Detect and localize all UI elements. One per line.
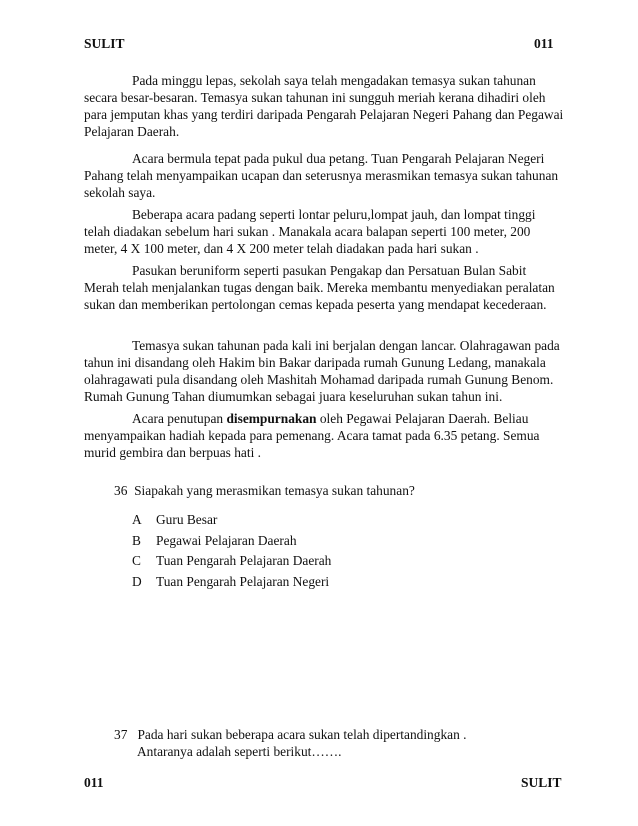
question-36-number: 36 — [114, 483, 128, 498]
paragraph-2 — [84, 150, 564, 201]
option-text: Guru Besar — [156, 512, 218, 527]
paragraph-4 — [84, 262, 564, 313]
option-letter: B — [132, 533, 141, 548]
question-37-number: 37 — [114, 727, 128, 742]
option-d — [132, 574, 329, 590]
paragraph-3-text: Beberapa acara padang seperti lontar peluru,lompat jauh, dan lompat tinggi telah diadakan sebelum hari sukan . Manakala acara balapan seperti 100 meter, 200 meter, 4 X 100 meter, dan 4 X 200 meter telah diadakan pada hari sukan . — [84, 207, 536, 256]
option-letter: A — [132, 512, 142, 527]
option-a — [132, 512, 217, 528]
option-text: Tuan Pengarah Pelajaran Daerah — [156, 553, 332, 568]
header-left: SULIT — [84, 36, 125, 51]
paragraph-6-text-a: Acara penutupan — [132, 411, 227, 426]
paragraph-1 — [84, 72, 564, 140]
paragraph-6-text-b: oleh Pegawai Pelajaran Daerah. Beliau menyampaikan hadiah kepada para pemenang. Acara tamat pada 6.35 petang. Semua murid gembira dan berpuas hati . — [84, 411, 540, 460]
paragraph-5 — [84, 337, 564, 405]
question-37 — [114, 726, 466, 743]
paragraph-1-text: Pada minggu lepas, sekolah saya telah mengadakan temasya sukan tahunan secara besar-besaran. Temasya sukan tahunan ini sungguh meriah kerana dihadiri oleh para jemputan khas yang terdiri daripada Pengarah Pelajaran Negeri Pahang dan Pegawai Pelajaran Daerah. — [84, 73, 564, 139]
option-c — [132, 553, 331, 569]
paragraph-4-text: Pasukan beruniform seperti pasukan Pengakap dan Persatuan Bulan Sabit Merah telah menjalankan tugas dengan baik. Mereka membantu menyediakan peralatan sukan dan memberikan pertolongan cemas kepada peserta yang mendapat kecederaan. — [84, 263, 555, 312]
question-36-text: Siapakah yang merasmikan temasya sukan tahunan? — [134, 483, 415, 498]
paragraph-6 — [84, 410, 564, 461]
question-37-line-2: Antaranya adalah seperti berikut……. — [137, 744, 342, 759]
paragraph-2-text: Acara bermula tepat pada pukul dua petang. Tuan Pengarah Pelajaran Negeri Pahang telah menyampaikan ucapan dan seterusnya merasmikan temasya sukan tahunan sekolah saya. — [84, 151, 559, 200]
header-right: 011 — [534, 36, 554, 51]
option-b — [132, 533, 297, 549]
bold-word: disempurnakan — [226, 411, 317, 426]
question-36 — [114, 482, 415, 499]
option-letter: C — [132, 553, 141, 568]
paragraph-5-text: Temasya sukan tahunan pada kali ini berjalan dengan lancar. Olahragawan pada tahun ini disandang oleh Hakim bin Bakar daripada rumah Gunung Ledang, manakala olahragawati pula disandang oleh Mashitah Mohamad daripada rumah Gunung Benom. Rumah Gunung Tahan diumumkan sebagai juara keseluruhan sukan tahun ini. — [84, 338, 560, 404]
footer-left: 011 — [84, 775, 104, 790]
option-text: Tuan Pengarah Pelajaran Negeri — [156, 574, 330, 589]
question-37-line-1: Pada hari sukan beberapa acara sukan telah dipertandingkan . — [137, 727, 467, 742]
paragraph-3 — [84, 206, 564, 257]
option-letter: D — [132, 574, 142, 589]
option-text: Pegawai Pelajaran Daerah — [156, 533, 297, 548]
footer-right: SULIT — [521, 775, 562, 790]
